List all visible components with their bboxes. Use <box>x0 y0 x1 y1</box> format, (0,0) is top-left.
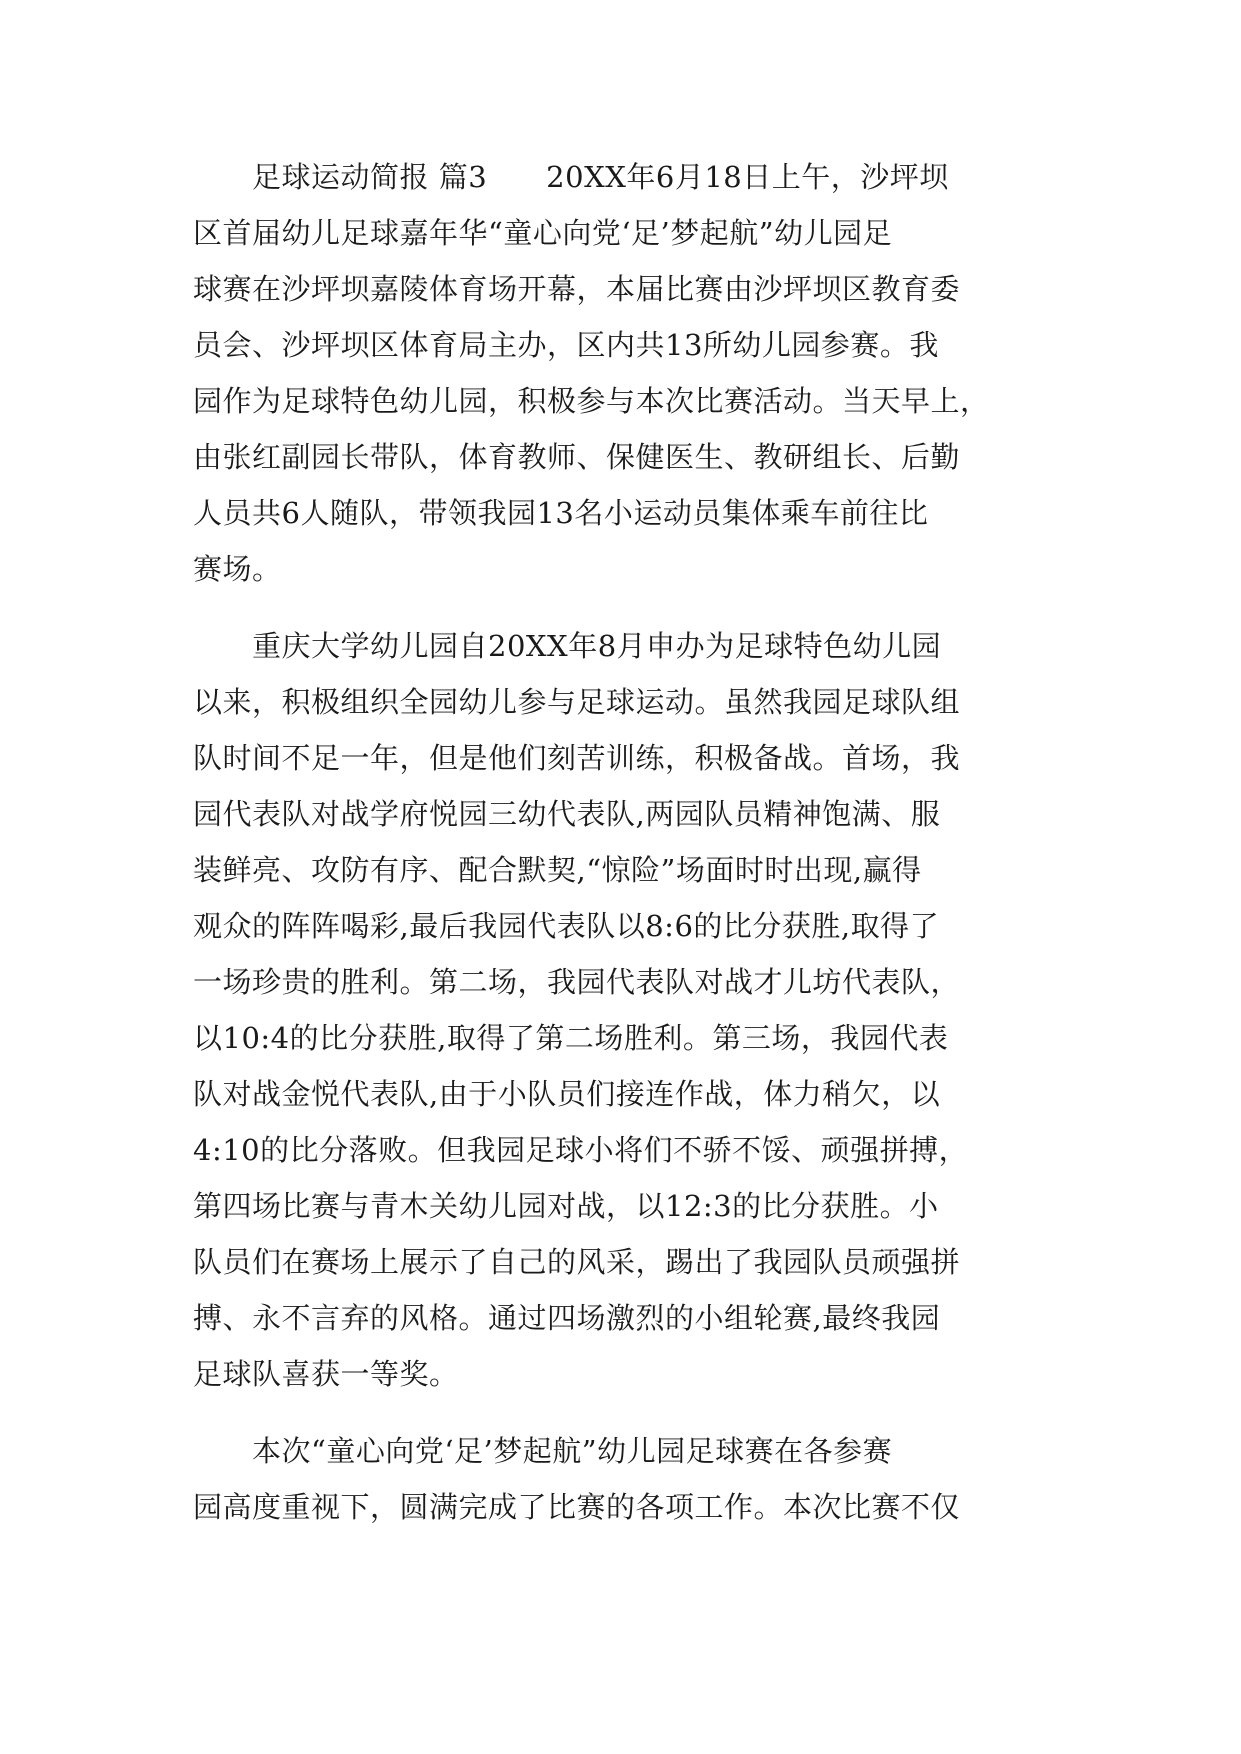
text-line: 本次“童心向党‘足’梦起航”幼儿园足球赛在各参赛 <box>193 1434 893 1468</box>
text-line: 足球运动简报 篇3 20XX年6月18日上午，沙坪坝 <box>193 160 949 194</box>
text-line: 装鲜亮、攻防有序、配合默契,“惊险”场面时时出现,赢得 <box>193 853 922 887</box>
text-line: 园高度重视下，圆满完成了比赛的各项工作。本次比赛不仅 <box>193 1490 961 1524</box>
text-line: 球赛在沙坪坝嘉陵体育场开幕，本届比赛由沙坪坝区教育委 <box>193 272 961 306</box>
text-line: 园作为足球特色幼儿园，积极参与本次比赛活动。当天早上， <box>193 384 990 418</box>
text-line: 以10:4的比分获胜,取得了第二场胜利。第三场，我园代表 <box>193 1021 949 1055</box>
text-line: 队对战金悦代表队,由于小队员们接连作战，体力稍欠，以 <box>193 1077 941 1111</box>
text-line: 一场珍贵的胜利。第二场，我园代表队对战才儿坊代表队， <box>193 965 961 999</box>
text-line: 重庆大学幼儿园自20XX年8月申办为足球特色幼儿园 <box>193 629 942 663</box>
text-line: 赛场。 <box>193 552 282 586</box>
text-line: 园代表队对战学府悦园三幼代表队,两园队员精神饱满、服 <box>193 797 941 831</box>
text-line: 由张红副园长带队，体育教师、保健医生、教研组长、后勤 <box>193 440 961 474</box>
text-line: 4:10的比分落败。但我园足球小将们不骄不馁、顽强拼搏， <box>193 1133 969 1167</box>
text-line: 第四场比赛与青木关幼儿园对战，以12:3的比分获胜。小 <box>193 1189 939 1223</box>
text-line: 搏、永不言弃的风格。通过四场激烈的小组轮赛,最终我园 <box>193 1301 941 1335</box>
text-line: 队时间不足一年，但是他们刻苦训练，积极备战。首场，我 <box>193 741 961 775</box>
text-line: 人员共6人随队，带领我园13名小运动员集体乘车前往比 <box>193 496 929 530</box>
text-line: 队员们在赛场上展示了自己的风采，踢出了我园队员顽强拼 <box>193 1245 961 1279</box>
text-line: 足球队喜获一等奖。 <box>193 1357 459 1391</box>
text-line: 观众的阵阵喝彩,最后我园代表队以8:6的比分获胜,取得了 <box>193 909 940 943</box>
text-line: 以来，积极组织全园幼儿参与足球运动。虽然我园足球队组 <box>193 685 961 719</box>
text-line: 区首届幼儿足球嘉年华“童心向党‘足’梦起航”幼儿园足 <box>193 216 893 250</box>
text-line: 员会、沙坪坝区体育局主办，区内共13所幼儿园参赛。我 <box>193 328 939 362</box>
